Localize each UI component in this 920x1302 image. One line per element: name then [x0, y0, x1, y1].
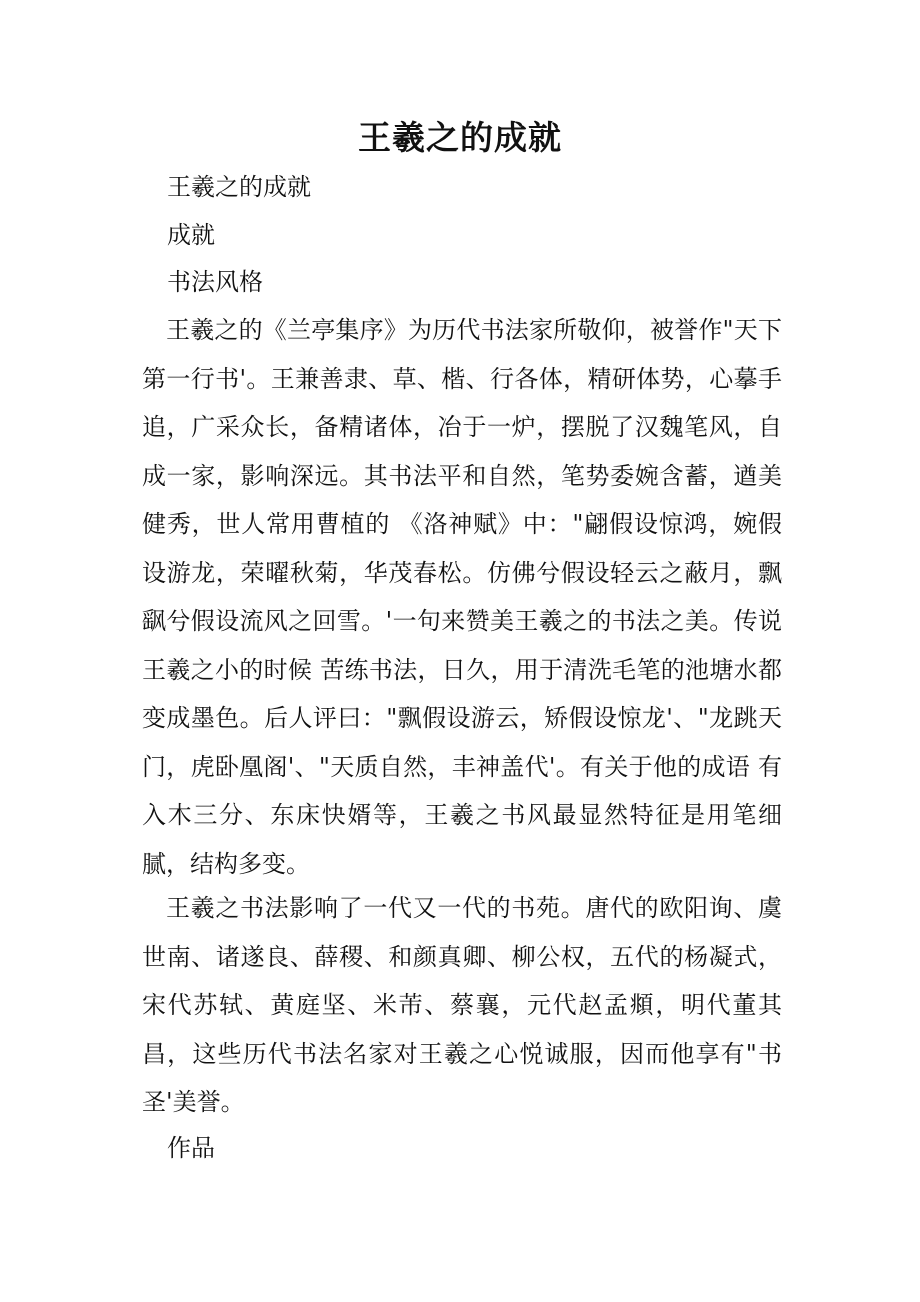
paragraph-lanting-xu: 王羲之的《兰亭集序》为历代书法家所敬仰，被誉作"天下第一行书'。王兼善隶、草、楷、行各体，精研体势，心摹手追，广采众长，备精诸体，冶于一炉，摆脱了汉魏笔风，自成一家，影响深远。其书法平和自然，笔势委婉含蓄，遒美健秀，世人常用曹植的 《洛神赋》中："翩假设惊鸿，婉假设游龙，荣曜秋菊，华茂春松。仿佛兮假设轻云之蔽月，飘飖兮假设流风之回雪。'一句来赞美王羲之的书法之美。传说王羲之小的时候 苦练书法，日久，用于清洗毛笔的池塘水都变成墨色。后人评曰："飘假设游云，矫假设惊龙'、"龙跳天门，虎卧凰阁'、"天质自然，丰神盖代'。有关于他的成语 有入木三分、东床快婿等，王羲之书风最显然特征是用笔细腻，结构多变。	[142, 316, 782, 878]
document-title: 王羲之的成就	[358, 118, 562, 157]
section-heading-achievements: 成就	[167, 221, 215, 249]
subtitle: 王羲之的成就	[167, 173, 311, 201]
section-heading-style: 书法风格	[167, 268, 263, 296]
section-heading-works: 作品	[167, 1134, 215, 1162]
paragraph-influence: 王羲之书法影响了一代又一代的书苑。唐代的欧阳询、虞世南、诸遂良、薛稷、和颜真卿、柳公权，五代的杨凝式，宋代苏轼、黄庭坚、米芾、蔡襄，元代赵孟頫，明代董其昌，这些历代书法名家对王羲之心悦诚服，因而他享有"书圣'美誉。	[142, 894, 782, 1116]
